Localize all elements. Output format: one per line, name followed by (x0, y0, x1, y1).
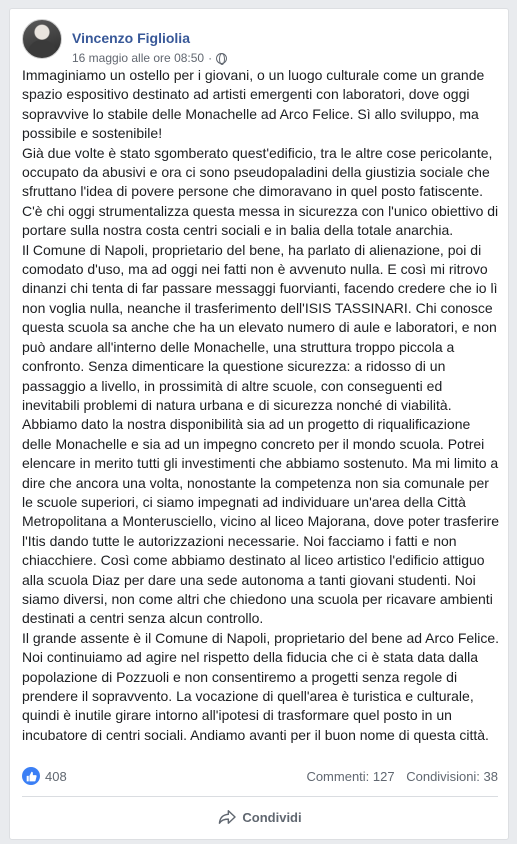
post-meta (72, 50, 227, 66)
share-arrow-icon (218, 809, 236, 825)
post-timestamp[interactable]: 16 maggio alle ore 08:50 (72, 51, 205, 65)
meta-separator: · (208, 51, 213, 65)
like-icon[interactable] (22, 767, 40, 785)
post-card (9, 8, 509, 840)
divider (22, 796, 498, 797)
post-header (22, 19, 492, 65)
avatar[interactable] (22, 19, 62, 59)
share-button[interactable] (22, 801, 498, 833)
globe-icon[interactable] (216, 53, 227, 64)
reactions-count[interactable]: 408 (45, 769, 67, 784)
share-label: Condividi (242, 809, 302, 825)
author-name[interactable]: Vincenzo Figliolia (72, 30, 190, 46)
post-stats (22, 767, 498, 787)
shares-count[interactable]: Condivisioni: 38 (406, 769, 498, 784)
post-text: Immaginiamo un ostello per i giovani, o un luogo culturale come un grande spazio espositivo destinato ad artisti emergenti con laboratori, dove oggi sopravvive lo stabile delle Monachelle ad Arco Felice. Sì allo sviluppo, ma possibile e sostenibile! Già due volte è stato sgomberato quest'edificio, tra le altre cose pericolante, occupato da abusivi e ora ci sono pseudopaladini della giustizia sociale che sfruttano l'idea di povere persone che dimoravano in quel posto fatiscente. C'è chi oggi strumentalizza questa messa in sicurezza con l'unico obiettivo di portare sulla nostra costa centri sociali e in balia della totale anarchia. Il Comune di Napoli, proprietario del bene, ha parlato di alienazione, poi di comodato d'uso, ma ad oggi nei fatti non è avvenuto nulla. E così mi ritrovo dinanzi chi tenta di far passare messaggi fuorvianti, facendo credere che io lì non voglia nulla, neanche il trasferimento dell'ISIS TASSINARI. Chi conosce questa scuola sa anche che ha un elevato numero di aule e laboratori, e non può andare all'interno delle Monachelle, una struttura troppo piccola a confronto. Senza dimenticare la questione sicurezza: a ridosso di un passaggio a livello, in prossimità di altre scuole, con conseguenti ed inevitabili problemi di natura urbana e di sicurezza nonché di viabilità. Abbiamo dato la nostra disponibilità sia ad un progetto di riqualificazione delle Monachelle e sia ad un impegno concreto per il mondo scuola. Potrei elencare in merito tutti gli investimenti che abbiamo sostenuto. Ma mi limito a dire che ancora una volta, nonostante la competenza non sia comunale per le scuole superiori, ci siamo impegnati ad individuare un'area della Città Metropolitana a Monterusciello, vicino al liceo Majorana, dove poter trasferire l'Itis dando tutte le autorizzazioni necessarie. Noi facciamo i fatti e non chiacchiere. Così come abbiamo destinato al liceo artistico l'edificio attiguo alla scuola Diaz per dare una sede autonoma a tanti giovani studenti. Noi siamo diversi, non come altri che chiedono una scuola per ricavare ambienti destinati a centri senza alcun controllo. Il grande assente è il Comune di Napoli, proprietario del bene ad Arco Felice. Noi continuiamo ad agire nel rispetto della fiducia che ci è stata data dalla popolazione di Pozzuoli e non consentiremo a progetti senza regole di prendere il sopravvento. La vocazione di quell'area è turistica e culturale, quindi è inutile girare intorno all'ipotesi di trasformare quel posto in un incubatore di centri sociali. Andiamo avanti per il buon nome di questa città. (22, 67, 500, 743)
comments-count[interactable]: Commenti: 127 (306, 769, 395, 784)
engagement-counts (306, 769, 498, 784)
